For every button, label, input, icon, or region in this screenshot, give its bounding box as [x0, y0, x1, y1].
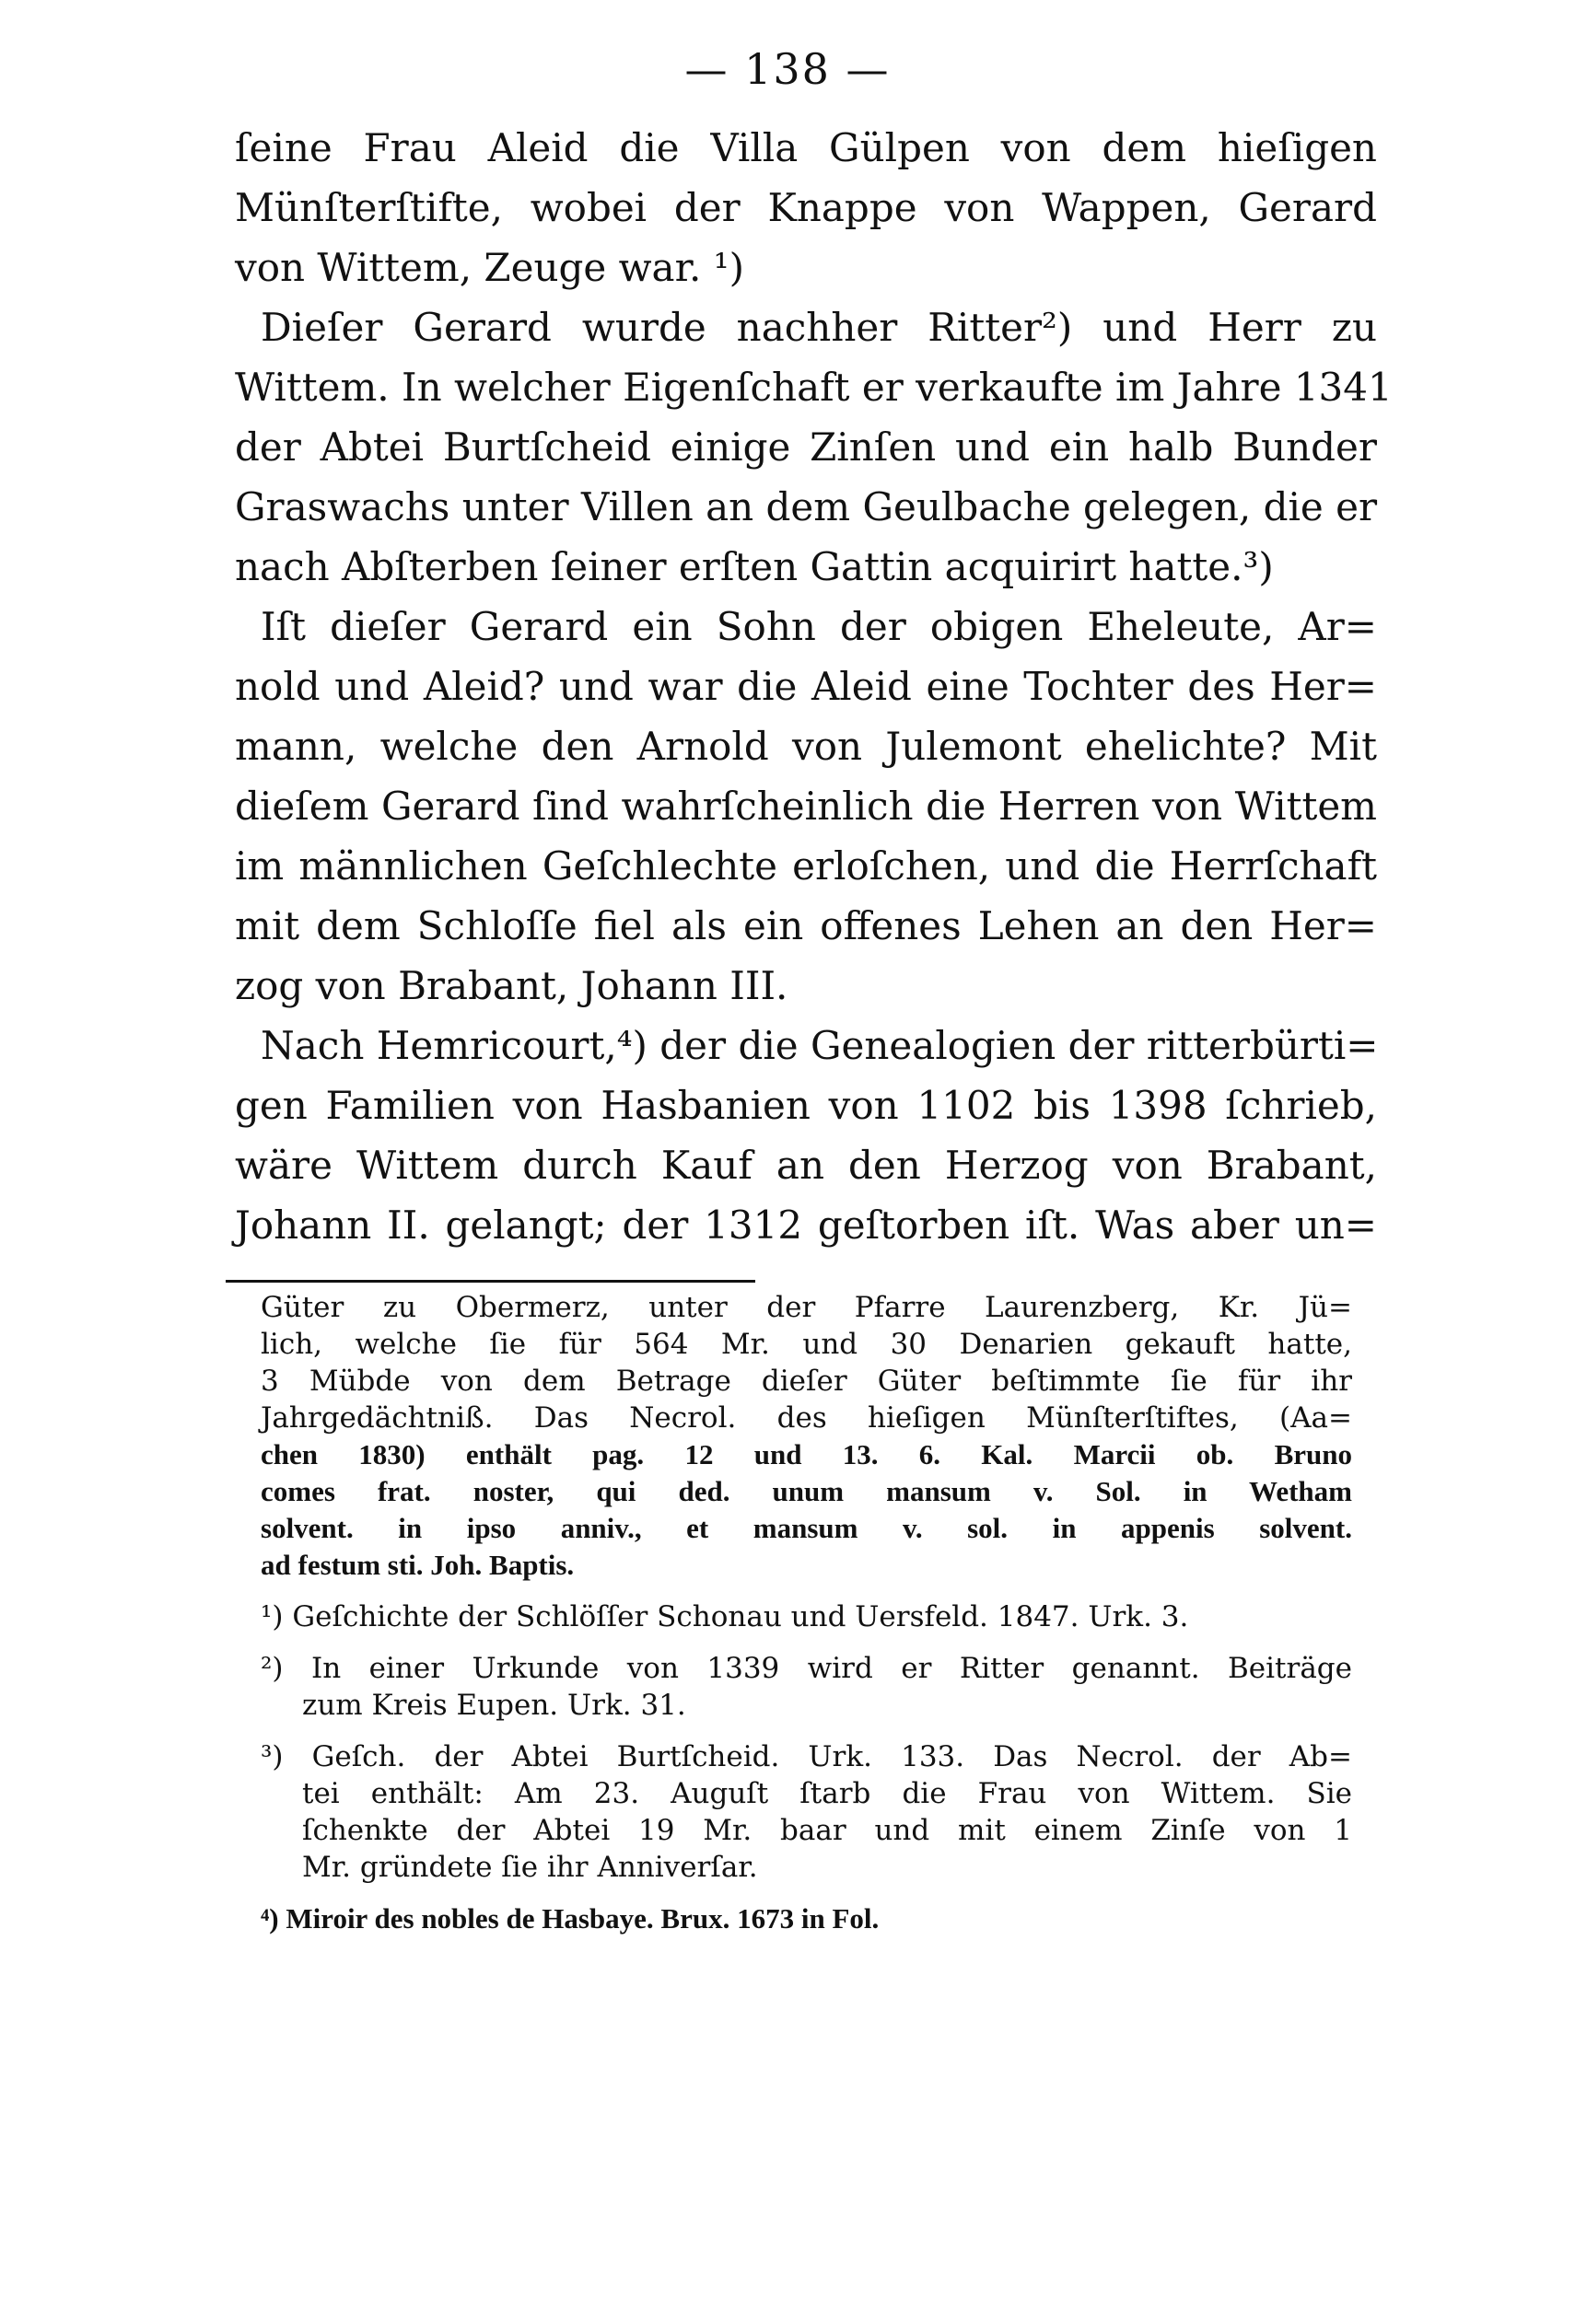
text-line: Graswachs unter Villen an dem Geulbache gelegen, die er — [235, 484, 1378, 529]
footnote-line: ³) Geſch. der Abtei Burtſcheid. Urk. 133. Das Necrol. der Ab= — [261, 1740, 1352, 1773]
text-line: wäre Wittem durch Kauf an den Herzog von Brabant, — [235, 1143, 1377, 1188]
text-line: ſeine Frau Aleid die Villa Gülpen von dem hieſigen — [235, 125, 1377, 170]
footnote-line: tei enthält: Am 23. Auguſt ſtarb die Frau von Wittem. Sie — [302, 1777, 1352, 1810]
text-line: von Wittem, Zeuge war. ¹) — [235, 245, 744, 290]
text-line: zog von Brabant, Johann III. — [235, 963, 788, 1008]
text-line: Münſterſtifte, wobei der Knappe von Wappen, Gerard — [235, 185, 1377, 230]
footnote-divider — [226, 1280, 755, 1283]
text-line: dieſem Gerard ſind wahrſcheinlich die Herren von Wittem — [235, 784, 1377, 829]
text-line: der Abtei Burtſcheid einige Zinſen und ein halb Bunder — [235, 424, 1377, 470]
footnote-line: ſchenkte der Abtei 19 Mr. baar und mit einem Zinſe von 1 — [302, 1814, 1352, 1847]
footnote-line: Güter zu Obermerz, unter der Pfarre Laurenzberg, Kr. Jü= — [261, 1291, 1352, 1324]
footnote-continuation — [261, 1289, 1352, 1584]
text-line: im männlichen Geſchlechte erloſchen, und die Herrſchaft — [235, 843, 1377, 889]
footnote-line: comes frat. noster, qui ded. unum mansum v. Sol. in Wetham — [261, 1475, 1352, 1507]
footnote-line: ²) In einer Urkunde von 1339 wird er Ritter genannt. Beiträge — [261, 1652, 1352, 1685]
text-line: Nach Hemricourt,⁴) der die Genealogien der ritterbürti= — [261, 1023, 1379, 1068]
footnote-line: 3 Mübde von dem Betrage dieſer Güter beſtimmte ſie für ihr — [261, 1365, 1352, 1398]
text-line: Wittem. In welcher Eigenſchaft er verkaufte im Jahre 1341 — [235, 365, 1393, 410]
main-text — [235, 118, 1393, 1255]
footnote-line: chen 1830) enthält pag. 12 und 13. 6. Kal. Marcii ob. Bruno — [261, 1438, 1352, 1470]
text-line: nach Abſterben ſeiner erſten Gattin acquirirt hatte.³) — [235, 544, 1274, 589]
footnote-line: Jahrgedächtniß. Das Necrol. des hieſigen Münſterſtiftes, (Aa= — [261, 1401, 1352, 1435]
footnote-1 — [261, 1598, 1352, 1635]
text-line: Dieſer Gerard wurde nachher Ritter²) und Herr zu — [261, 305, 1377, 350]
text-line: Iſt dieſer Gerard ein Sohn der obigen Eheleute, Ar= — [261, 604, 1377, 649]
footnote-line: zum Kreis Eupen. Urk. 31. — [302, 1689, 686, 1722]
footnote-3 — [261, 1738, 1352, 1886]
text-line: mit dem Schloſſe fiel als ein offenes Lehen an den Her= — [235, 903, 1377, 948]
footnote-line: solvent. in ipso anniv., et mansum v. sol. in appenis solvent. — [261, 1512, 1352, 1544]
text-line: nold und Aleid? und war die Aleid eine Tochter des Her= — [235, 664, 1377, 709]
text-line: mann, welche den Arnold von Julemont ehelichte? Mit — [235, 724, 1377, 769]
footnote-2 — [261, 1650, 1352, 1724]
footnote-line: lich, welche ſie für 564 Mr. und 30 Denarien gekauft hatte, — [261, 1328, 1352, 1361]
footnote-line: ¹) Geſchichte der Schlöſſer Schonau und Uersfeld. 1847. Urk. 3. — [261, 1600, 1189, 1633]
footnotes — [261, 1289, 1352, 1937]
text-line: gen Familien von Hasbanien von 1102 bis 1398 ſchrieb, — [235, 1083, 1377, 1128]
footnote-line: Mr. gründete ſie ihr Anniverſar. — [302, 1851, 758, 1884]
page-number: — 138 — — [684, 44, 891, 94]
footnote-line: ad festum sti. Joh. Baptis. — [261, 1549, 575, 1581]
footnote-line: ⁴) Miroir des nobles de Hasbaye. Brux. 1673 in Fol. — [261, 1902, 880, 1935]
text-line: Johann II. gelangt; der 1312 geſtorben iſt. Was aber un= — [235, 1203, 1377, 1248]
footnote-4 — [261, 1900, 1352, 1937]
